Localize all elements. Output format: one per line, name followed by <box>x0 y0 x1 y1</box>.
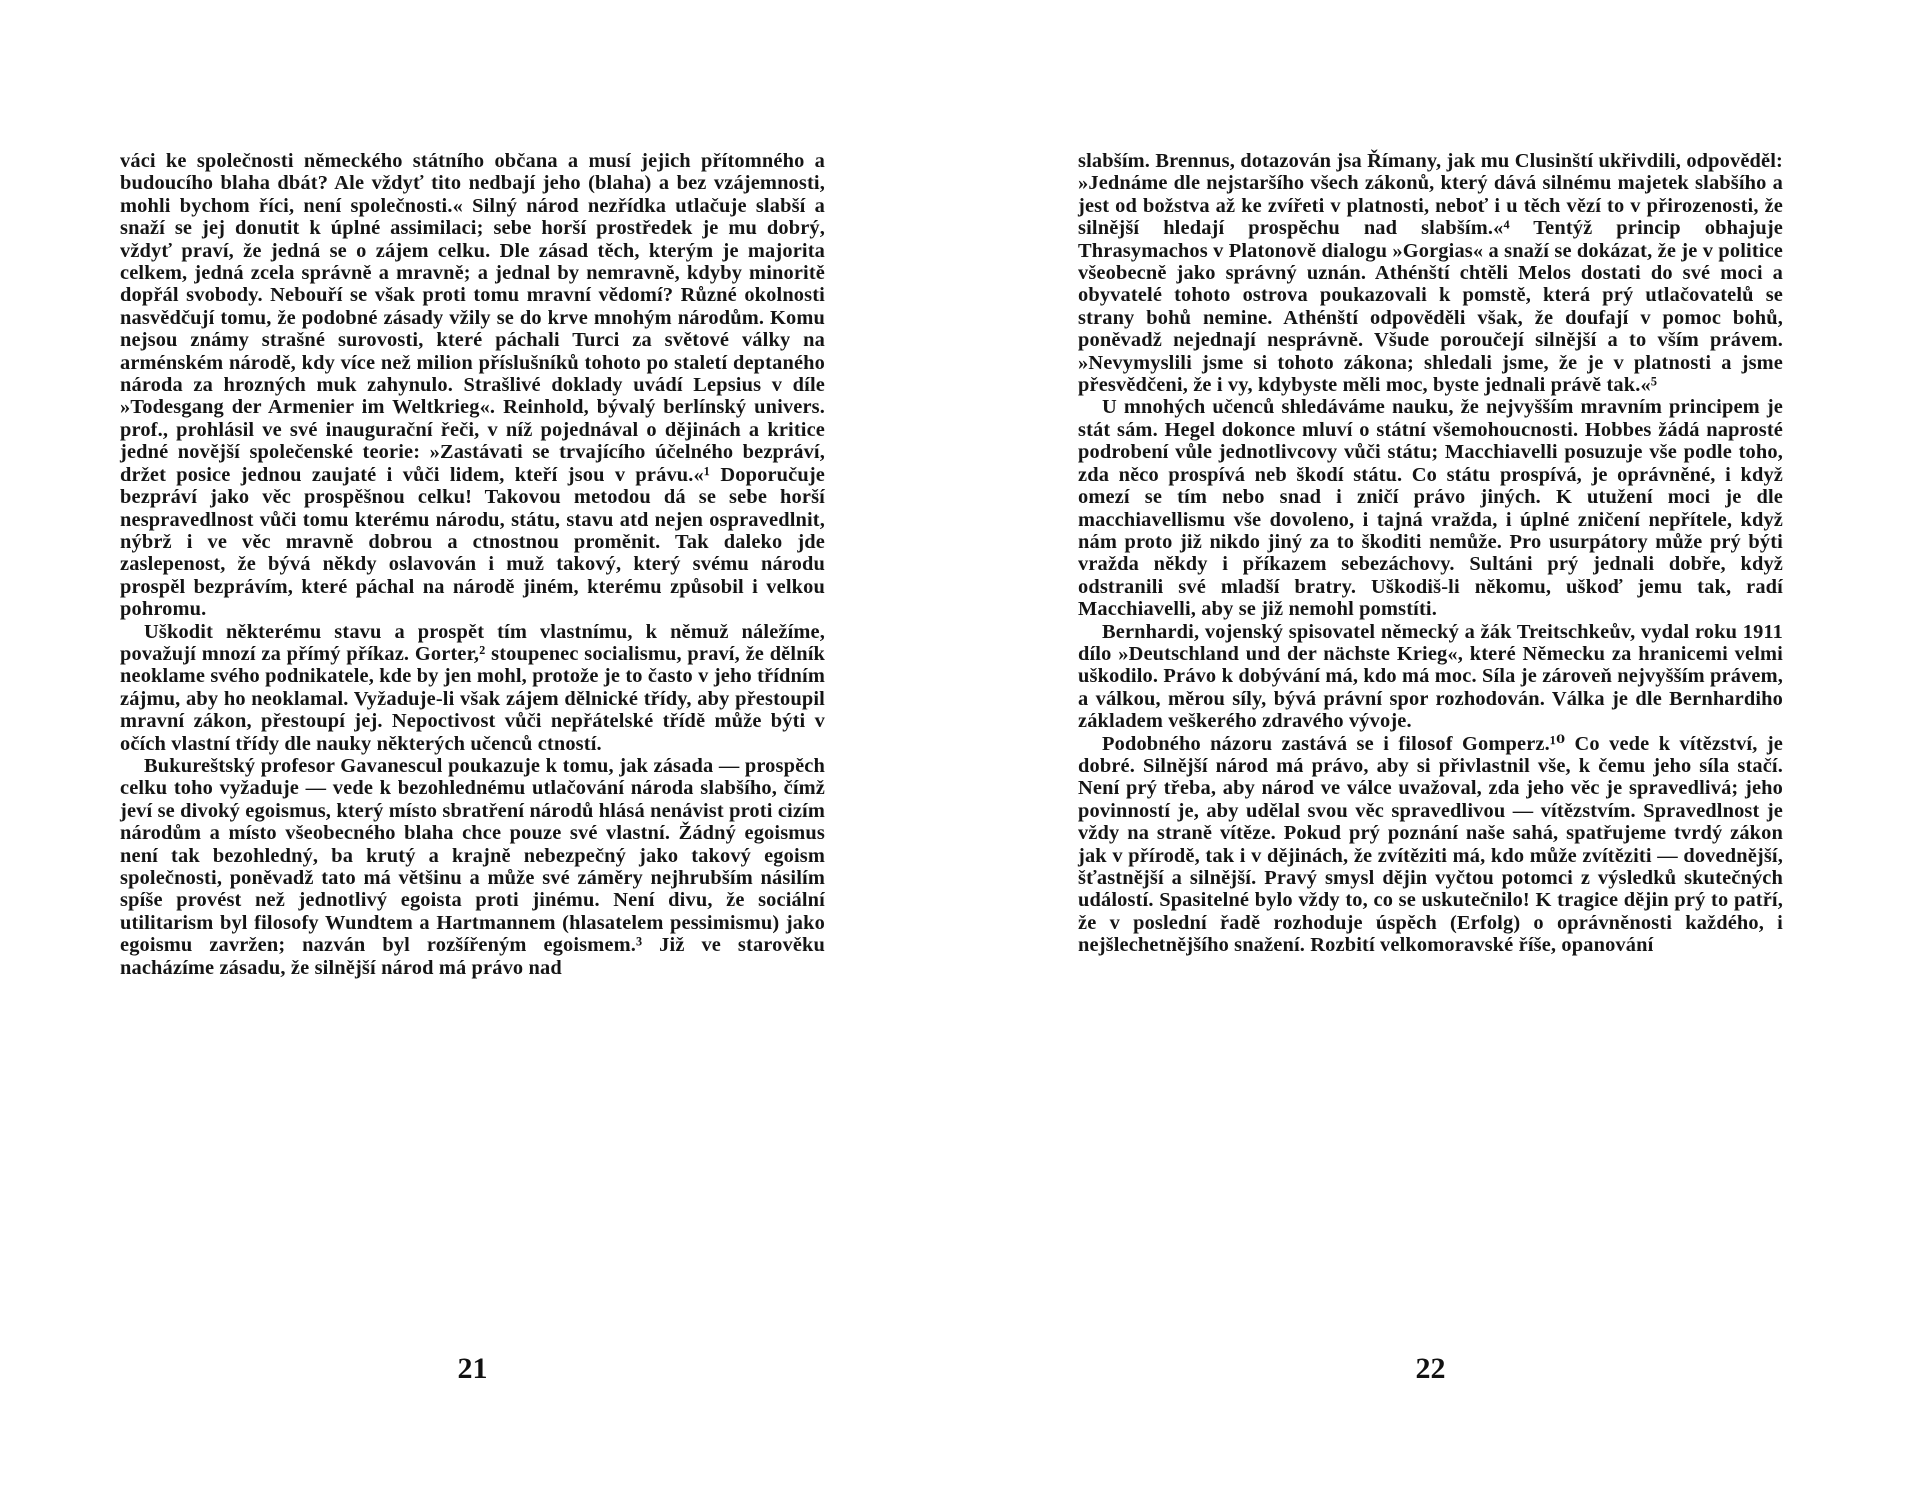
right-page-text <box>1078 150 1783 957</box>
paragraph: U mnohých učenců shledáváme nauku, že nejvyšším mravním principem je stát sám. Hegel dokonce mluví o státní všemohoucnosti. Hobbes žádá naprosté podrobení vůle jednotlivcovy vůči státu; Macchiavelli posuzuje vše podle toho, zda něco prospívá neb škodí státu. Co státu prospívá, je oprávněné, i když omezí se tím nebo snad i zničí právo jiných. K utužení moci je dle macchiavellismu vše dovoleno, i tajná vražda, i úplné zničení nepřítele, když nám proto již nikdo jiný za to škoditi nemůže. Pro usurpátory může prý býti vražda někdy i příkazem sebezáchovy. Sultáni prý jednali dobře, když odstranili své mladší bratry. Uškodiš-li někomu, uškoď jemu tak, radí Macchiavelli, aby se již nemohl pomstíti. <box>1078 396 1783 621</box>
paragraph: Uškodit některému stavu a prospět tím vlastnímu, k němuž náležíme, považují mnozí za přímý příkaz. Gorter,² stoupenec socialismu, praví, že dělník neoklame svého podnikatele, kde by jen mohl, protože je to často v jeho třídním zájmu, aby ho neoklamal. Vyžaduje-li však zájem dělnické třídy, aby přestoupil mravní zákon, přestoupí jej. Nepoctivost vůči nepřátelské třídě může býti v očích vlastní třídy dle nauky některých učenců ctností. <box>120 620 825 755</box>
paragraph: váci ke společnosti německého státního občana a musí jejich přítomného a budoucího blaha dbát? Ale vždyť tito nedbají jeho (blaha) a bez vzájemnosti, mohli bychom říci, není společnosti.« Silný národ nezřídka utlačuje slabší a snaží se jej donutit k úplné assimilaci; sebe horší prostředek je mu dobrý, vždyť praví, že jedná se o zájem celku. Dle zásad těch, kterým je majorita celkem, jedná zcela správně a mravně; a jednal by nemravně, kdyby minoritě dopřál svobody. Nebouří se však proti tomu mravní vědomí? Různé okolnosti nasvědčují tomu, že podobné zásady vžily se do krve mnohým národům. Komu nejsou známy strašné surovosti, které páchali Turci za světové války na arménském národě, kdy více než milion příslušníků tohoto po staletí deptaného národa za hrozných muk zahynulo. Strašlivé doklady uvádí Lepsius v díle »Todesgang der Armenier im Weltkrieg«. Reinhold, bývalý berlínský univers. prof., prohlásil ve své inaugurační řeči, v níž pojednával o dějinách a kritice jedné novější společenské teorie: »Zastávati se trvajícího účelného bezpráví, držet posice jednou zaujaté i vůči lidem, kteří jsou v právu.«¹ Doporučuje bezpráví jako věc prospěšnou celku! Takovou metodou dá se sebe horší nespravedlnost vůči tomu kterému národu, státu, stavu atd nejen ospravedlnit, nýbrž i ve věc mravně dobrou a ctnostnou proměnit. Tak daleko jde zaslepenost, že bývá někdy oslavován i muž takový, který svému národu prospěl bezprávím, které páchal na národě jiném, kterému způsobil i velkou pohromu. <box>120 150 825 621</box>
paragraph: slabším. Brennus, dotazován jsa Římany, jak mu Clusinští ukřivdili, odpověděl: »Jednáme dle nejstaršího všech zákonů, který dává silnému majetek slabšího a jest od božstva až ke zvířeti v platnosti, neboť i u těch vězí to v přirozenosti, že silnější hledají prospěchu nad slabším.«⁴ Tentýž princip obhajuje Thrasymachos v Platonově dialogu »Gorgias« a snaží se dokázat, že je v politice všeobecně jako správný uznán. Athénští chtěli Melos dostati do své moci a obyvatelé tohoto ostrova poukazovali k pomstě, která prý utlačovatelů se strany bohů nemine. Athénští odpověděli však, že doufají v pomoc bohů, poněvadž nejednají nesprávně. Všude poroučejí silnější a to vším právem. »Nevymyslili jsme si tohoto zákona; shledali jsme, že je v platnosti a jsme přesvědčeni, že i vy, kdybyste měli moc, byste jednali právě tak.«⁵ <box>1078 150 1783 397</box>
left-page-text <box>120 150 825 979</box>
left-page <box>120 150 825 979</box>
page-number-right: 22 <box>1415 1352 1446 1385</box>
page-number-left: 21 <box>457 1352 488 1385</box>
right-page <box>1078 150 1783 957</box>
paragraph: Bukureštský profesor Gavanescul poukazuje k tomu, jak zásada — prospěch celku toho vyžaduje — vede k bezohlednému utlačování národa slabšího, čímž jeví se divoký egoismus, který místo sbratření národů hlásá nenávist proti cizím národům a místo všeobecného blaha chce pouze své vlastní. Žádný egoismus není tak bezohledný, ba krutý a krajně nebezpečný jako takový egoism společnosti, poněvadž tato má většinu a může své záměry nejhrubším násilím spíše provést než jednotlivý egoista proti jinému. Není divu, že sociální utilitarism byl filosofy Wundtem a Hartmannem (hlasatelem pessimismu) jako egoismu zavržen; nazván byl rozšířeným egoismem.³ Již ve starověku nacházíme zásadu, že silnější národ má právo nad <box>120 754 825 979</box>
paragraph: Podobného názoru zastává se i filosof Gomperz.¹⁰ Co vede k vítězství, je dobré. Silnější národ má právo, aby si přivlastnil vše, k čemu jeho síla stačí. Není prý třeba, aby národ ve válce uvažoval, zda jeho věc je spravedlivá; jeho povinností je, aby udělal svou věc spravedlivou — vítězstvím. Spravedlnost je vždy na straně vítěze. Pokud prý poznání naše sahá, spatřujeme tvrdý zákon jak v přírodě, tak i v dějinách, že zvítěziti má, kdo může zvítěziti — dovednější, šťastnější a silnější. Pravý smysl dějin vyčtou potomci z výsledků skutečných událostí. Spasitelné bylo vždy to, co se uskutečnilo! K tragice dějin prý to patří, že v poslední řadě rozhoduje úspěch (Erfolg) o oprávněnosti každého, i nejšlechetnějšího snažení. Rozbití velkomoravské říše, opanování <box>1078 732 1783 957</box>
paragraph: Bernhardi, vojenský spisovatel německý a žák Treitschkeův, vydal roku 1911 dílo »Deutschland und der nächste Krieg«, které Německu za hranicemi velmi uškodilo. Právo k dobývání má, kdo má moc. Síla je zároveň nejvyšším právem, a válkou, měrou síly, bývá právní spor rozhodován. Válka je dle Bernhardiho základem veškerého zdravého vývoje. <box>1078 620 1783 733</box>
